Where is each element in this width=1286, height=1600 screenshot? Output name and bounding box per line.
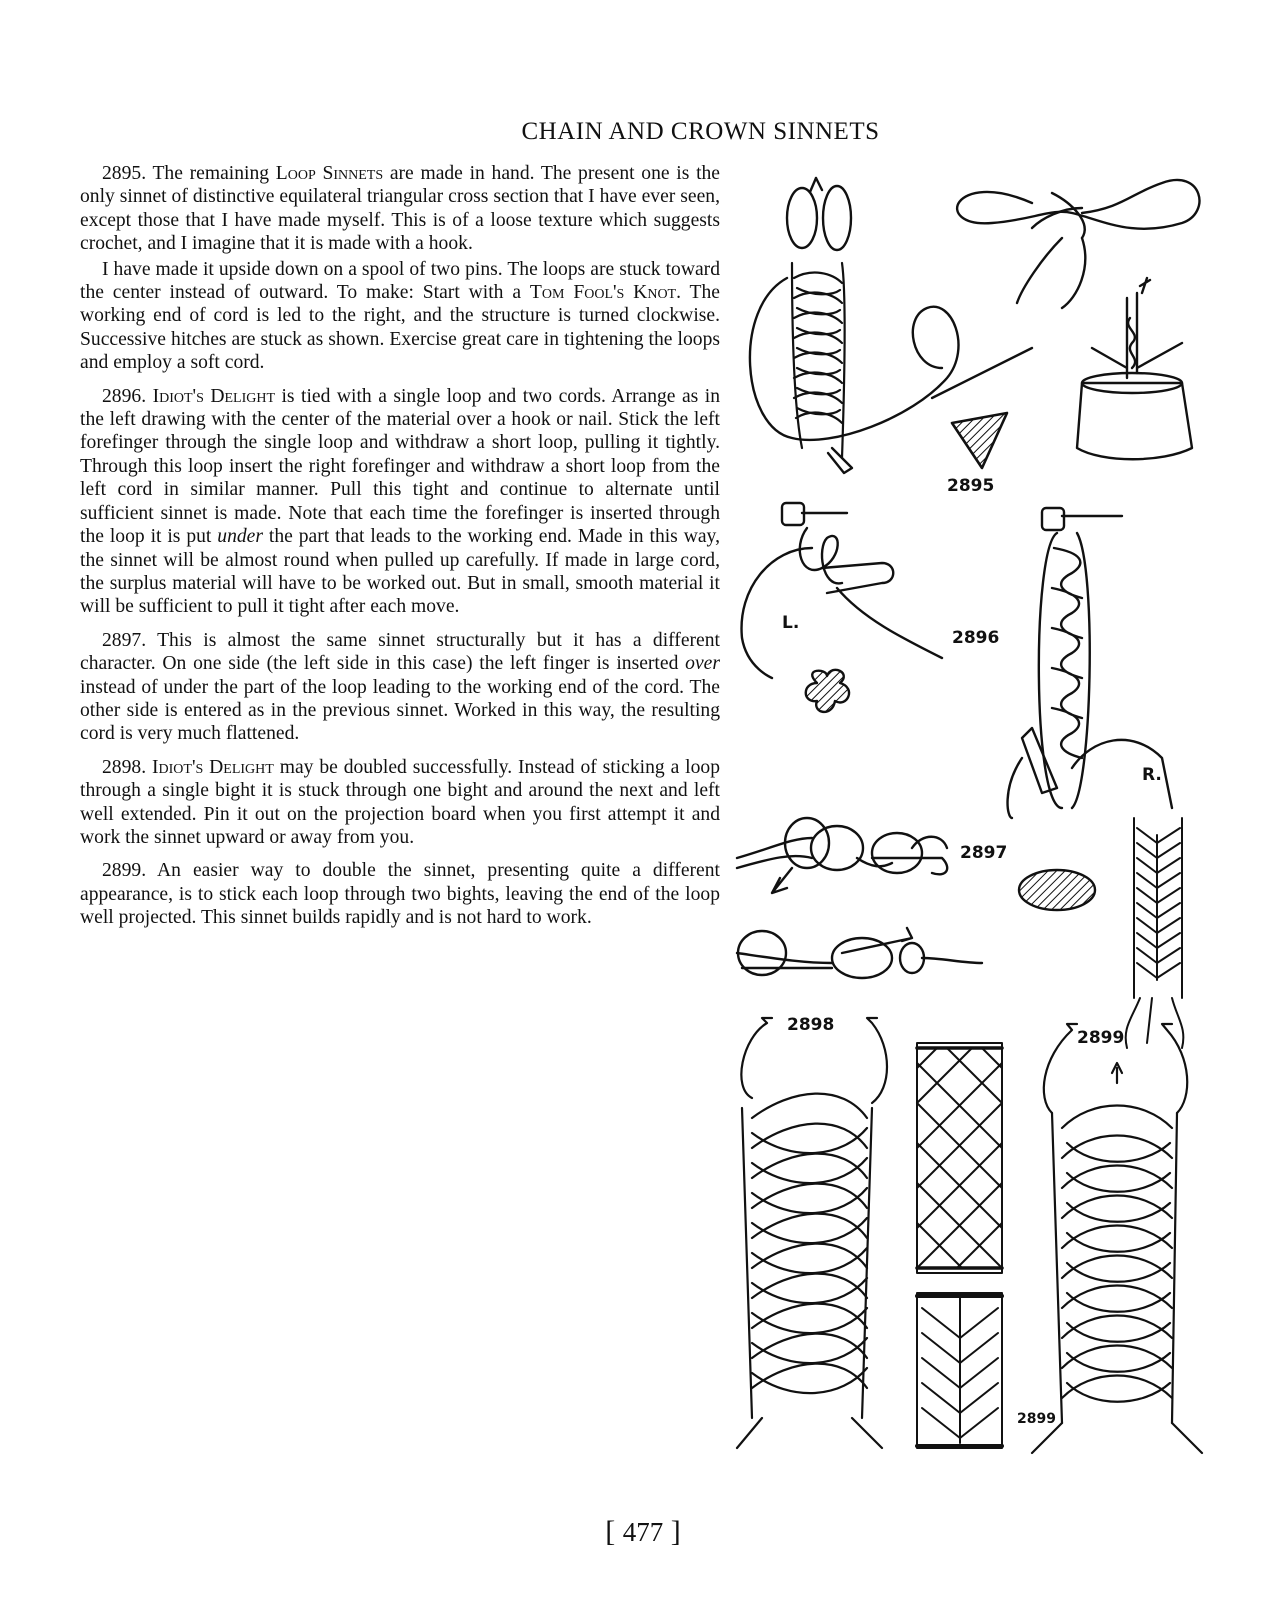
section-number: 2896.	[102, 385, 147, 407]
figure-2899-sinnet	[1032, 1024, 1202, 1453]
term-idiots-delight: Idiot's Delight	[152, 385, 276, 407]
figure-2899-round-braid	[917, 1293, 1002, 1448]
figure-2896-left	[742, 503, 942, 678]
text-column	[80, 162, 720, 940]
label-left-hand: L.	[782, 613, 800, 633]
figure-2897-bottom	[737, 928, 982, 978]
page-title: CHAIN AND CROWN SINNETS	[521, 118, 880, 145]
emphasis-over: over	[685, 653, 720, 675]
label-2899-bottom: 2899	[1017, 1411, 1056, 1427]
figure-2897-top	[737, 818, 947, 893]
figure-2897-flat-braid	[1126, 818, 1184, 1048]
section-number: 2898.	[102, 756, 147, 778]
section-number: 2897.	[102, 629, 147, 651]
knot-illustrations	[732, 168, 1232, 1468]
page-number: [ 477 ]	[605, 1515, 681, 1548]
page-number-value: 477	[622, 1517, 664, 1547]
figure-2895-tom-fools-knot	[957, 180, 1199, 308]
term-idiots-delight: Idiot's Delight	[151, 756, 274, 778]
figure-2895-cross-section	[952, 413, 1007, 468]
term-tom-fools-knot: Tom Fool's Knot	[529, 282, 677, 304]
paragraph-2895: 2895. The remaining Loop Sinnets are made in hand. The present one is the only sinnet of distinctive equilateral triangular cross section that I have ever seen, except those that I have made myself. This is of a loose texture which suggests crochet, and I imagine that it is made with a hook.	[80, 163, 721, 255]
paragraph-2897: 2897. This is almost the same sinnet structurally but it has a different character. On one side (the left side in this case) the left finger is inserted over instead of under the part of the loop leading to the working end of the cord. The other side is entered as in the previous sinnet. Worked in this way, the resulting cord is very much flattened.	[80, 629, 720, 745]
label-2895: 2895	[947, 476, 995, 496]
paragraph-2896: 2896. Idiot's Delight is tied with a single loop and two cords. Arrange as in the left drawing with the center of the material over a hook or nail. Stick the left forefinger through the single loop and withdraw a short loop, pulling it tightly. Through this loop insert the right forefinger and withdraw a short loop from the left cord in similar manner. Pull this tight and continue to alternate until sufficient sinnet is made. Note that each time the forefinger is inserted through the loop it is put under the part that leads to the working end. Made in this way, the sinnet will be almost round when pulled up carefully. If made in large cord, the surplus material will have to be worked out. But in small, smooth material it will be sufficient to pull it tight after each move.	[80, 385, 720, 618]
paragraph-2895-continued: I have made it upside down on a spool of two pins. The loops are stuck toward the center instead of outward. To make: Start with a Tom Fool's Knot. The working end of cord is led to the right, and the structure is turned clockwise. Successive hitches are stuck as shown. Exercise great care in tightening the loops and employ a soft cord.	[80, 258, 720, 374]
emphasis-under: under	[217, 526, 263, 548]
figure-2897-cross-section	[1019, 870, 1095, 910]
term-loop-sinnets: Loop Sinnets	[275, 163, 384, 184]
figure-2898-sinnet	[737, 1018, 887, 1448]
figure-2896-right	[1008, 508, 1172, 818]
label-2898: 2898	[787, 1015, 835, 1035]
paragraph-2898: 2898. Idiot's Delight may be doubled successfully. Instead of sticking a loop through a single bight it is stuck through one bight and around the next and left well extended. Pin it out on the projection board when you first attempt it and work the sinnet upward or away from you.	[80, 756, 720, 848]
label-2897: 2897	[960, 843, 1008, 863]
section-number: 2895.	[102, 163, 147, 184]
label-2899-top: 2899	[1077, 1028, 1125, 1048]
figure-2898-flat-braid	[917, 1043, 1002, 1273]
section-number: 2899.	[102, 860, 147, 882]
figure-2895-spool	[1077, 278, 1192, 459]
paragraph-2899: 2899. An easier way to double the sinnet, presenting quite a different appearance, is to stick each loop through two bights, leaving the end of the loop well projected. This sinnet builds rapidly and is not hard to work.	[80, 860, 720, 929]
label-2896: 2896	[952, 628, 1000, 648]
label-right-hand: R.	[1142, 765, 1162, 785]
figure-2896-cross-section	[806, 670, 849, 712]
